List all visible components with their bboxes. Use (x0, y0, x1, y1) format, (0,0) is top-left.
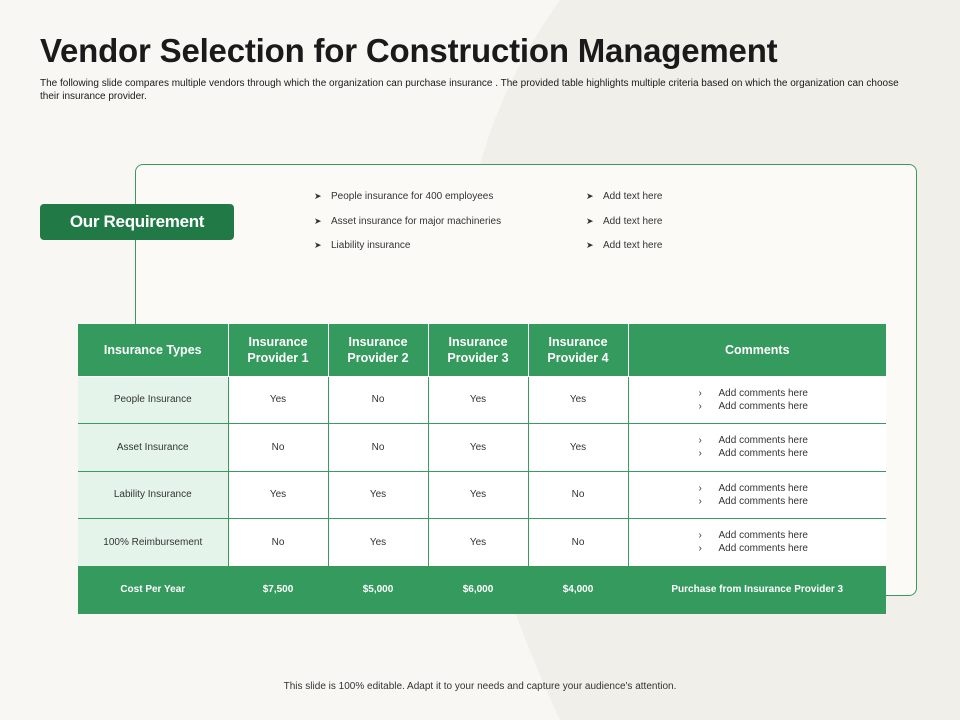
cost-cell: $4,000 (528, 566, 628, 613)
cost-label: Cost Per Year (78, 566, 228, 613)
row-label: People Insurance (78, 376, 228, 424)
table-row (78, 424, 886, 472)
table-row (78, 471, 886, 519)
table-cell: Yes (228, 471, 328, 519)
arrow-bullet-icon: ➤ (314, 191, 322, 201)
requirement-text: Add text here (603, 215, 663, 227)
footer-note: This slide is 100% editable. Adapt it to your needs and capture your audience's attention. (283, 681, 677, 692)
column-header: Insurance Types (78, 324, 228, 376)
page-subtitle: The following slide compares multiple vendors through which the organization can purchase insurance . The provided table highlights multiple criteria based on which the organization can choose their insurance provider. (40, 78, 899, 102)
table-cell: Yes (428, 519, 528, 567)
requirement-item (586, 240, 662, 265)
table-row (78, 519, 886, 567)
row-label: Lability Insurance (78, 471, 228, 519)
requirement-list-right (586, 191, 662, 265)
arrow-bullet-icon: ➤ (314, 240, 322, 250)
chevron-right-icon: › (698, 495, 702, 507)
vendor-comparison-table (78, 324, 886, 614)
table-cell: Yes (228, 376, 328, 424)
comment-text: Add comments here (718, 495, 808, 507)
chevron-right-icon: › (698, 387, 702, 399)
comments-cell (628, 471, 886, 519)
comment-text: Add comments here (718, 435, 808, 447)
table-cell: Yes (328, 471, 428, 519)
table-cell: No (328, 376, 428, 424)
chevron-right-icon: › (698, 530, 702, 542)
comments-cell (628, 424, 886, 472)
table-header-row (78, 324, 886, 376)
cost-cell: $7,500 (228, 566, 328, 613)
requirement-item (314, 191, 501, 216)
table-cell: No (528, 471, 628, 519)
comment-text: Add comments here (718, 400, 808, 412)
requirement-badge: Our Requirement (40, 204, 234, 240)
table-cell: Yes (428, 471, 528, 519)
comment-text: Add comments here (718, 530, 808, 542)
table-cell: Yes (428, 376, 528, 424)
requirement-item (314, 216, 501, 241)
chevron-right-icon: › (698, 543, 702, 555)
table-cell: No (228, 519, 328, 567)
arrow-bullet-icon: ➤ (586, 191, 594, 201)
comment-text: Add comments here (718, 387, 808, 399)
requirement-text: Add text here (603, 240, 663, 251)
arrow-bullet-icon: ➤ (314, 215, 322, 226)
requirement-item (314, 240, 501, 265)
table-cell: Yes (528, 376, 628, 424)
table-cell: Yes (428, 424, 528, 472)
column-header: Insurance Provider 1 (228, 324, 328, 376)
row-label: 100% Reimbursement (78, 519, 228, 567)
cost-comment: Purchase from Insurance Provider 3 (628, 566, 886, 613)
cost-row (78, 566, 886, 613)
table-cell: No (328, 424, 428, 472)
chevron-right-icon: › (698, 435, 702, 447)
cost-cell: $6,000 (428, 566, 528, 613)
comment-text: Add comments here (718, 543, 808, 555)
requirement-list-left (314, 191, 501, 265)
column-header: Comments (628, 324, 886, 376)
requirement-item (586, 191, 662, 216)
table-cell: No (228, 424, 328, 472)
requirement-text: Asset insurance for major machineries (331, 215, 502, 227)
column-header: Insurance Provider 4 (528, 324, 628, 376)
row-label: Asset Insurance (78, 424, 228, 472)
comments-cell (628, 376, 886, 424)
chevron-right-icon: › (698, 482, 702, 494)
cost-cell: $5,000 (328, 566, 428, 613)
chevron-right-icon: › (698, 448, 702, 460)
comment-text: Add comments here (718, 448, 808, 460)
chevron-right-icon: › (698, 400, 702, 412)
requirement-text: Add text here (603, 191, 663, 202)
column-header: Insurance Provider 2 (328, 324, 428, 376)
table-cell: Yes (328, 519, 428, 567)
table-cell: No (528, 519, 628, 567)
page-title: Vendor Selection for Construction Management (40, 32, 778, 69)
table-cell: Yes (528, 424, 628, 472)
arrow-bullet-icon: ➤ (586, 215, 594, 226)
requirement-item (586, 216, 662, 241)
table-row (78, 376, 886, 424)
requirement-text: Liability insurance (331, 240, 411, 251)
column-header: Insurance Provider 3 (428, 324, 528, 376)
comments-cell (628, 519, 886, 567)
comment-text: Add comments here (718, 482, 808, 494)
requirement-text: People insurance for 400 employees (331, 191, 494, 202)
arrow-bullet-icon: ➤ (586, 240, 594, 250)
